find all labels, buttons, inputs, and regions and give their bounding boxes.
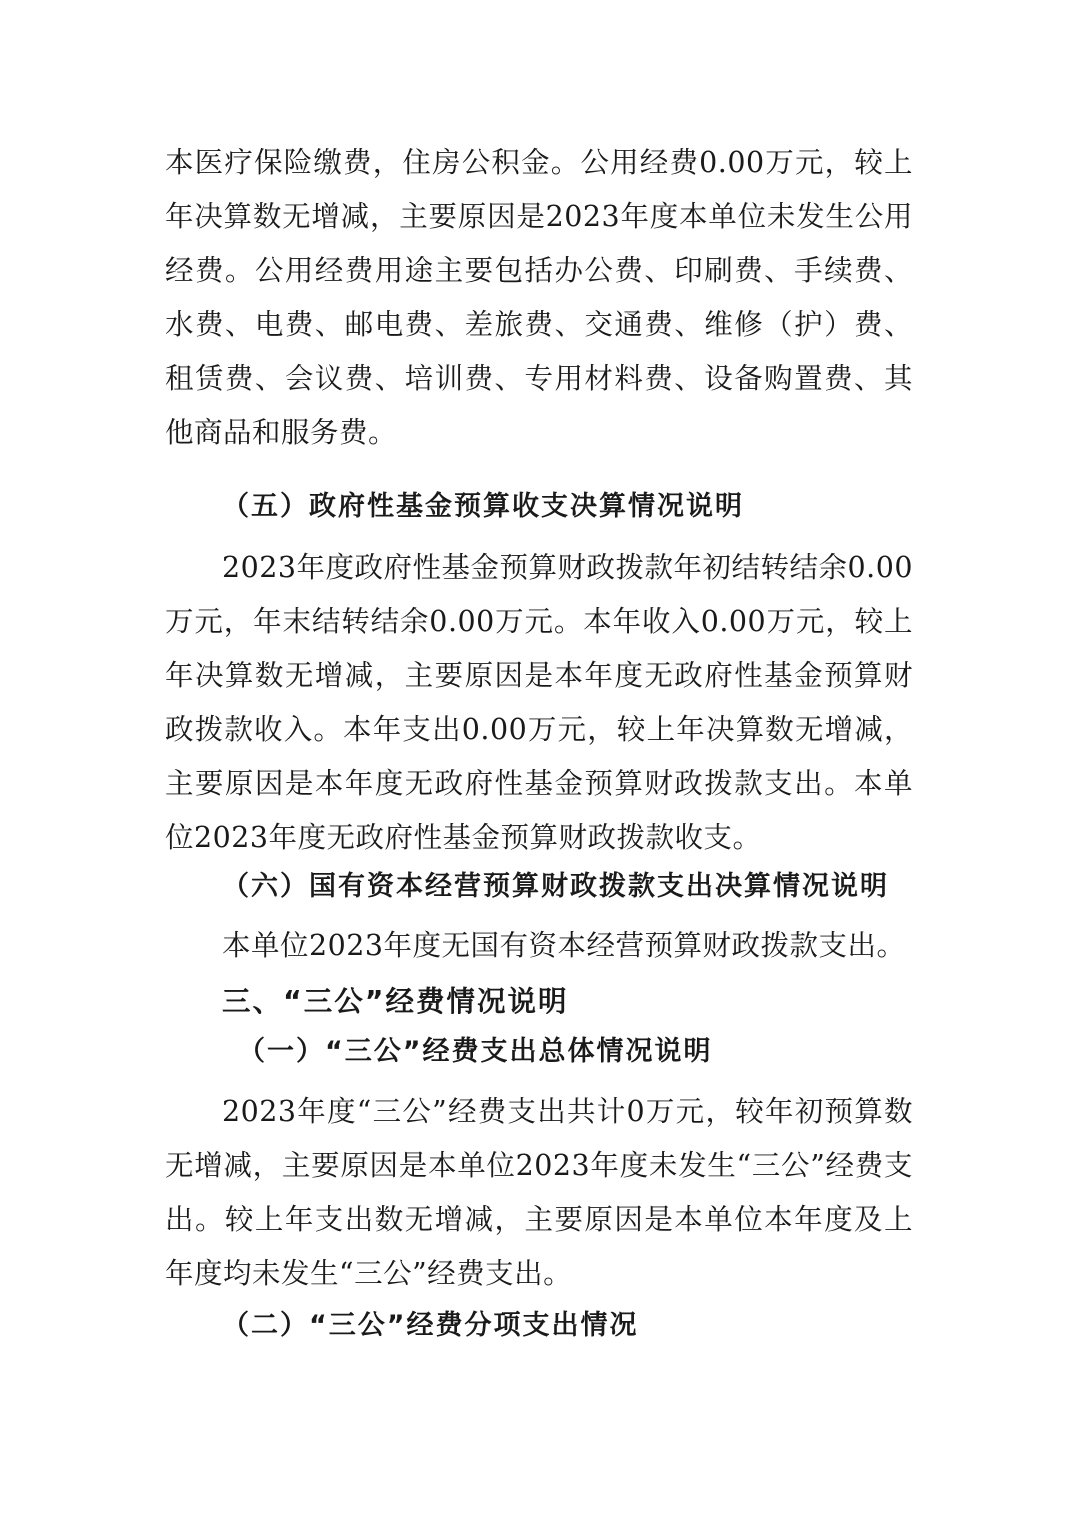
heading-state-capital-budget: （六）国有资本经营预算财政拨款支出决算情况说明 (222, 871, 889, 902)
heading-three-public-overview: （一）“三公”经费支出总体情况说明 (238, 1036, 713, 1067)
paragraph-public-expenses: 本医疗保险缴费，住房公积金。公用经费0.00万元，较上年决算数无增减，主要原因是2023年度本单位未发生公用经费。公用经费用途主要包括办公费、印刷费、手续费、水费、电费、邮电费、差旅费、交通费、维修（护）费、租赁费、会议费、培训费、专用材料费、设备购置费、其他商品和服务费。 (165, 146, 913, 449)
paragraph-three-public-overview: 2023年度“三公”经费支出共计0万元，较年初预算数无增减，主要原因是本单位2023年度未发生“三公”经费支出。较上年支出数无增减，主要原因是本单位本年度及上年度均未发生“三公”经费支出。 (165, 1095, 913, 1290)
paragraph-state-capital-budget: 本单位2023年度无国有资本经营预算财政拨款支出。 (222, 929, 906, 962)
paragraph-government-fund-budget: 2023年度政府性基金预算财政拨款年初结转结余0.00万元，年末结转结余0.00万元。本年收入0.00万元，较上年决算数无增减，主要原因是本年度无政府性基金预算财政拨款收入。本年支出0.00万元，较上年决算数无增减，主要原因是本年度无政府性基金预算财政拨款支出。本单位2023年度无政府性基金预算财政拨款收支。 (165, 551, 913, 854)
heading-three-public-itemized: （二）“三公”经费分项支出情况 (222, 1310, 639, 1341)
heading-three-public-expenses: 三、“三公”经费情况说明 (222, 985, 569, 1018)
heading-government-fund-budget: （五）政府性基金预算收支决算情况说明 (222, 491, 744, 522)
